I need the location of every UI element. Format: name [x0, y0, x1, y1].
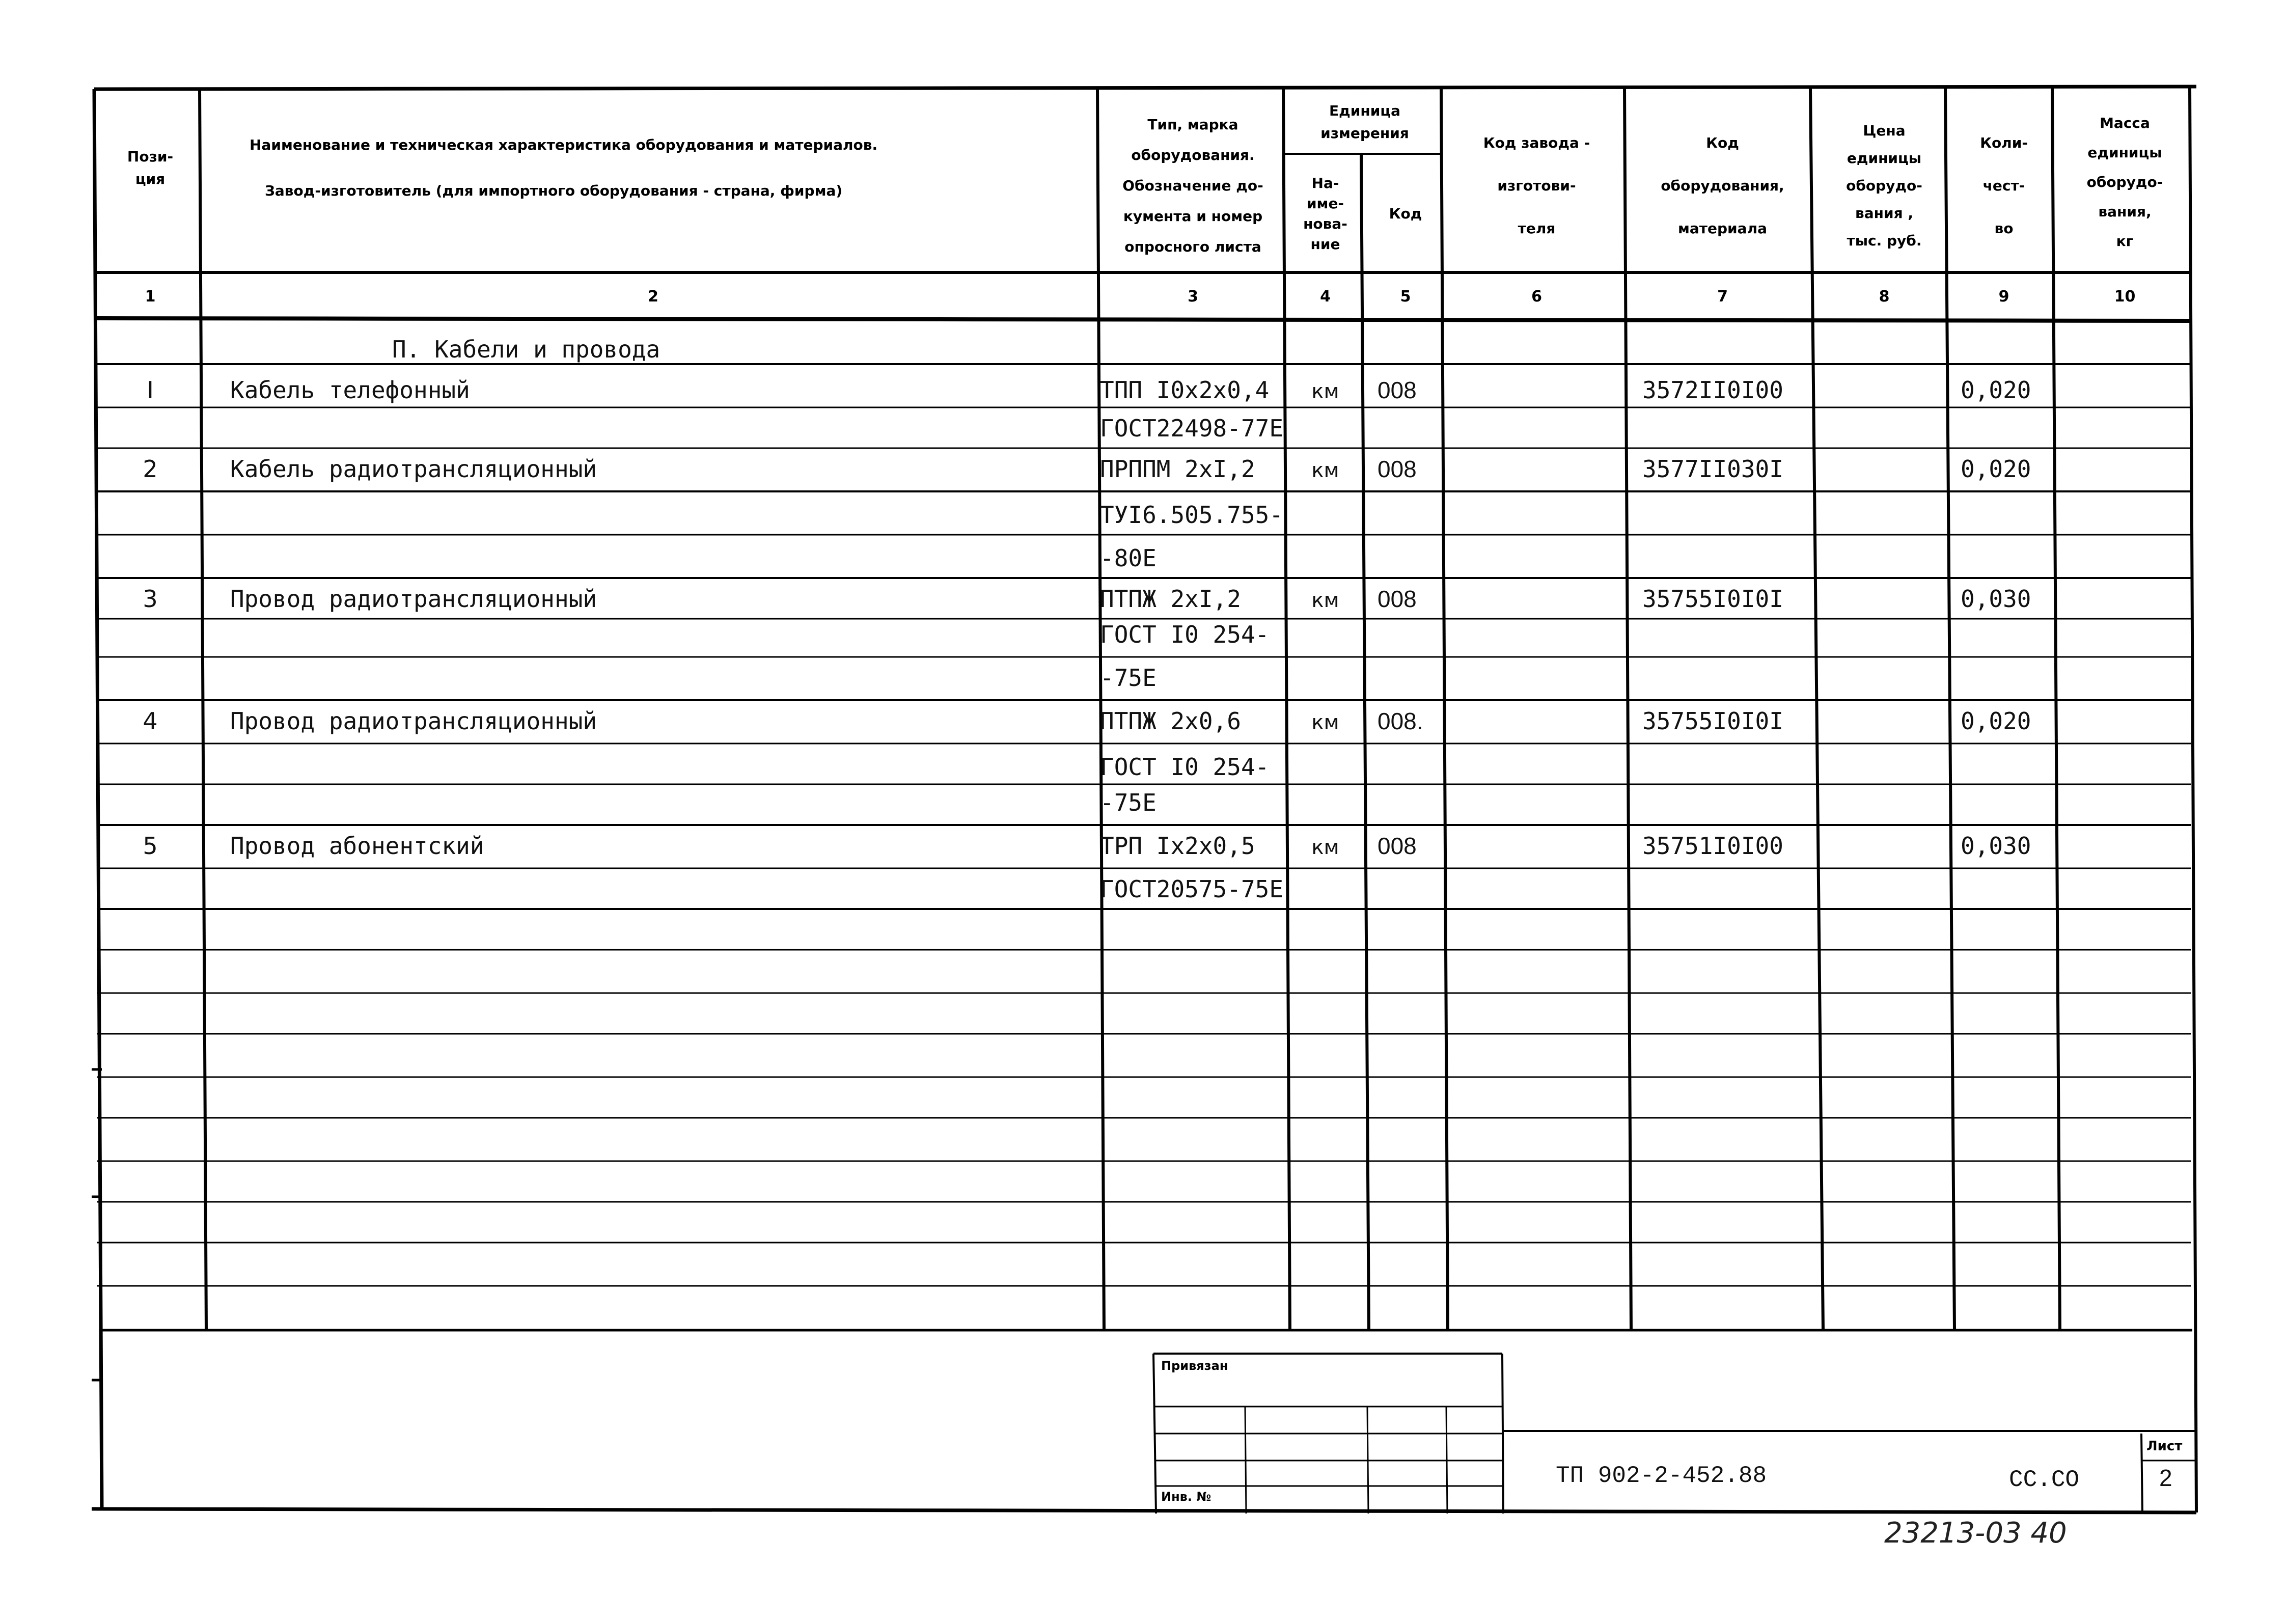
header-unit-name-line2: име-	[1306, 195, 1344, 212]
header-price	[1818, 102, 1950, 270]
row-3-material-code: 35755I0I0I	[1642, 585, 1783, 613]
row-2-material-code: 3577II030I	[1642, 455, 1783, 483]
column-number-5: 5	[1400, 288, 1411, 306]
row-5-type-line2: ГОСТ20575-75Е	[1100, 875, 1284, 903]
row-4-unit-code: 008.	[1378, 708, 1423, 734]
row-3-unit: км	[1311, 589, 1339, 612]
row-3-type-line1: ПТПЖ 2xI,2	[1100, 585, 1241, 613]
header-quantity	[1953, 102, 2055, 270]
row-3-name: Провод радиотрансляционный	[230, 585, 597, 613]
section-title: П. Кабели и провода	[392, 336, 660, 363]
header-mass-line2: единицы	[2087, 144, 2162, 161]
row-1-type-line2: ГОСТ22498-77Е	[1100, 415, 1284, 442]
header-material-code	[1630, 102, 1815, 270]
row-5-unit: км	[1311, 836, 1339, 859]
header-unit-code-text: Код	[1389, 205, 1422, 222]
row-4-unit: км	[1311, 711, 1339, 734]
row-2-name: Кабель радиотрансляционный	[230, 455, 597, 483]
row-2-type-line2: ТУI6.505.755-	[1100, 501, 1284, 529]
row-4-name: Провод радиотрансляционный	[230, 707, 597, 735]
column-number-8: 8	[1879, 288, 1890, 306]
row-1-name: Кабель телефонный	[230, 376, 470, 404]
row-4-type-line1: ПТПЖ 2x0,6	[1100, 707, 1241, 735]
stamp-section-code: СС.СО	[2009, 1467, 2080, 1493]
header-unit-group-line1: Единица	[1329, 102, 1400, 119]
header-type	[1103, 102, 1283, 270]
row-1-unit-code: 008	[1378, 377, 1417, 403]
header-unit-code	[1367, 158, 1444, 270]
column-number-3: 3	[1188, 288, 1198, 306]
header-unit-name	[1288, 158, 1362, 270]
row-4-type-line3: -75Е	[1100, 789, 1156, 816]
row-3-position: 3	[143, 585, 158, 613]
row-4-type-line2: ГОСТ I0 254-	[1100, 753, 1270, 781]
row-2-position: 2	[143, 455, 158, 483]
header-unit-group-line2: измерения	[1320, 125, 1409, 142]
header-material-code-line1: Код	[1706, 134, 1739, 151]
row-3-unit-code: 008	[1378, 586, 1417, 612]
header-quantity-line1: Коли-	[1980, 134, 2028, 151]
header-type-line5: опросного листа	[1124, 238, 1261, 255]
row-2-type-line3: -80Е	[1100, 544, 1156, 572]
header-mass-line1: Масса	[2100, 114, 2150, 131]
header-price-line5: тыс. руб.	[1847, 232, 1922, 249]
column-number-7: 7	[1717, 288, 1728, 306]
header-mass	[2057, 94, 2192, 270]
header-plant-code	[1446, 102, 1627, 270]
header-position-line1: Пози-	[127, 148, 174, 165]
header-name-line2: Завод-изготовитель (для импортного оборудования - страна, фирма)	[265, 182, 843, 199]
row-5-type-line1: ТРП Ix2x0,5	[1100, 832, 1255, 860]
header-type-line3: Обозначение до-	[1122, 177, 1263, 194]
header-plant-code-line3: теля	[1518, 220, 1556, 237]
row-4-material-code: 35755I0I0I	[1642, 707, 1783, 735]
row-5-material-code: 35751I0I00	[1642, 832, 1783, 860]
row-2-unit: км	[1311, 459, 1339, 482]
header-name-line1: Наименование и техническая характеристика оборудования и материалов.	[250, 136, 878, 153]
header-unit-group	[1288, 94, 1441, 150]
stamp-doc-code: ТП 902-2-452.88	[1556, 1463, 1767, 1489]
header-mass-line5: кг	[2116, 232, 2134, 250]
header-price-line2: единицы	[1847, 150, 1922, 167]
row-4-quantity: 0,020	[1961, 707, 2031, 735]
header-price-line3: оборудо-	[1846, 177, 1922, 194]
column-number-9: 9	[1998, 288, 2009, 306]
header-type-line1: Тип, марка	[1147, 116, 1238, 133]
header-position-line2: ция	[135, 171, 166, 187]
header-position	[102, 132, 199, 204]
header-quantity-line2: чест-	[1982, 177, 2025, 194]
row-4-position: 4	[143, 707, 158, 735]
header-price-line4: вания ,	[1855, 205, 1913, 222]
row-1-quantity: 0,020	[1961, 376, 2031, 404]
row-1-type-line1: ТПП I0x2x0,4	[1100, 376, 1270, 404]
header-quantity-line3: во	[1994, 220, 2014, 237]
column-number-2: 2	[648, 288, 658, 306]
header-mass-line3: оборудо-	[2086, 173, 2163, 190]
row-5-name: Провод абонентский	[230, 832, 484, 860]
header-mass-line4: вания,	[2098, 203, 2152, 220]
header-unit-name-line1: На-	[1311, 175, 1339, 191]
stamp-sheet-label: Лист	[2146, 1439, 2183, 1454]
stamp-attached-label: Привязан	[1161, 1359, 1228, 1373]
row-3-quantity: 0,030	[1961, 585, 2031, 613]
header-type-line4: кумента и номер	[1123, 208, 1263, 225]
row-1-position: I	[147, 376, 154, 404]
row-3-type-line2: ГОСТ I0 254-	[1100, 621, 1270, 648]
column-number-10: 10	[2114, 288, 2136, 306]
stamp-sheet-number: 2	[2159, 1465, 2172, 1491]
header-plant-code-line2: изготови-	[1497, 177, 1576, 194]
row-2-type-line1: ПРППМ 2xI,2	[1100, 455, 1255, 483]
column-number-4: 4	[1320, 288, 1331, 306]
row-5-position: 5	[143, 832, 158, 860]
stamp-inv-label: Инв. №	[1161, 1490, 1211, 1504]
header-material-code-line3: материала	[1678, 220, 1767, 237]
header-unit-name-line3: нова-	[1303, 215, 1347, 232]
row-2-quantity: 0,020	[1961, 455, 2031, 483]
header-type-line2: оборудования.	[1131, 147, 1255, 163]
header-name	[209, 127, 1136, 209]
header-unit-name-line4: ние	[1310, 236, 1340, 253]
row-1-material-code: 3572II0I00	[1642, 376, 1783, 404]
row-5-unit-code: 008	[1378, 833, 1417, 859]
column-number-6: 6	[1531, 288, 1542, 306]
header-plant-code-line1: Код завода -	[1483, 134, 1590, 151]
header-price-line1: Цена	[1863, 122, 1906, 139]
row-1-unit: км	[1311, 380, 1339, 403]
column-number-1: 1	[145, 288, 156, 306]
footer-handwritten-number: 23213-03 40	[1884, 1517, 2067, 1550]
row-5-quantity: 0,030	[1961, 832, 2031, 860]
row-3-type-line3: -75Е	[1100, 664, 1156, 692]
header-material-code-line2: оборудования,	[1661, 177, 1784, 194]
row-2-unit-code: 008	[1378, 456, 1417, 482]
